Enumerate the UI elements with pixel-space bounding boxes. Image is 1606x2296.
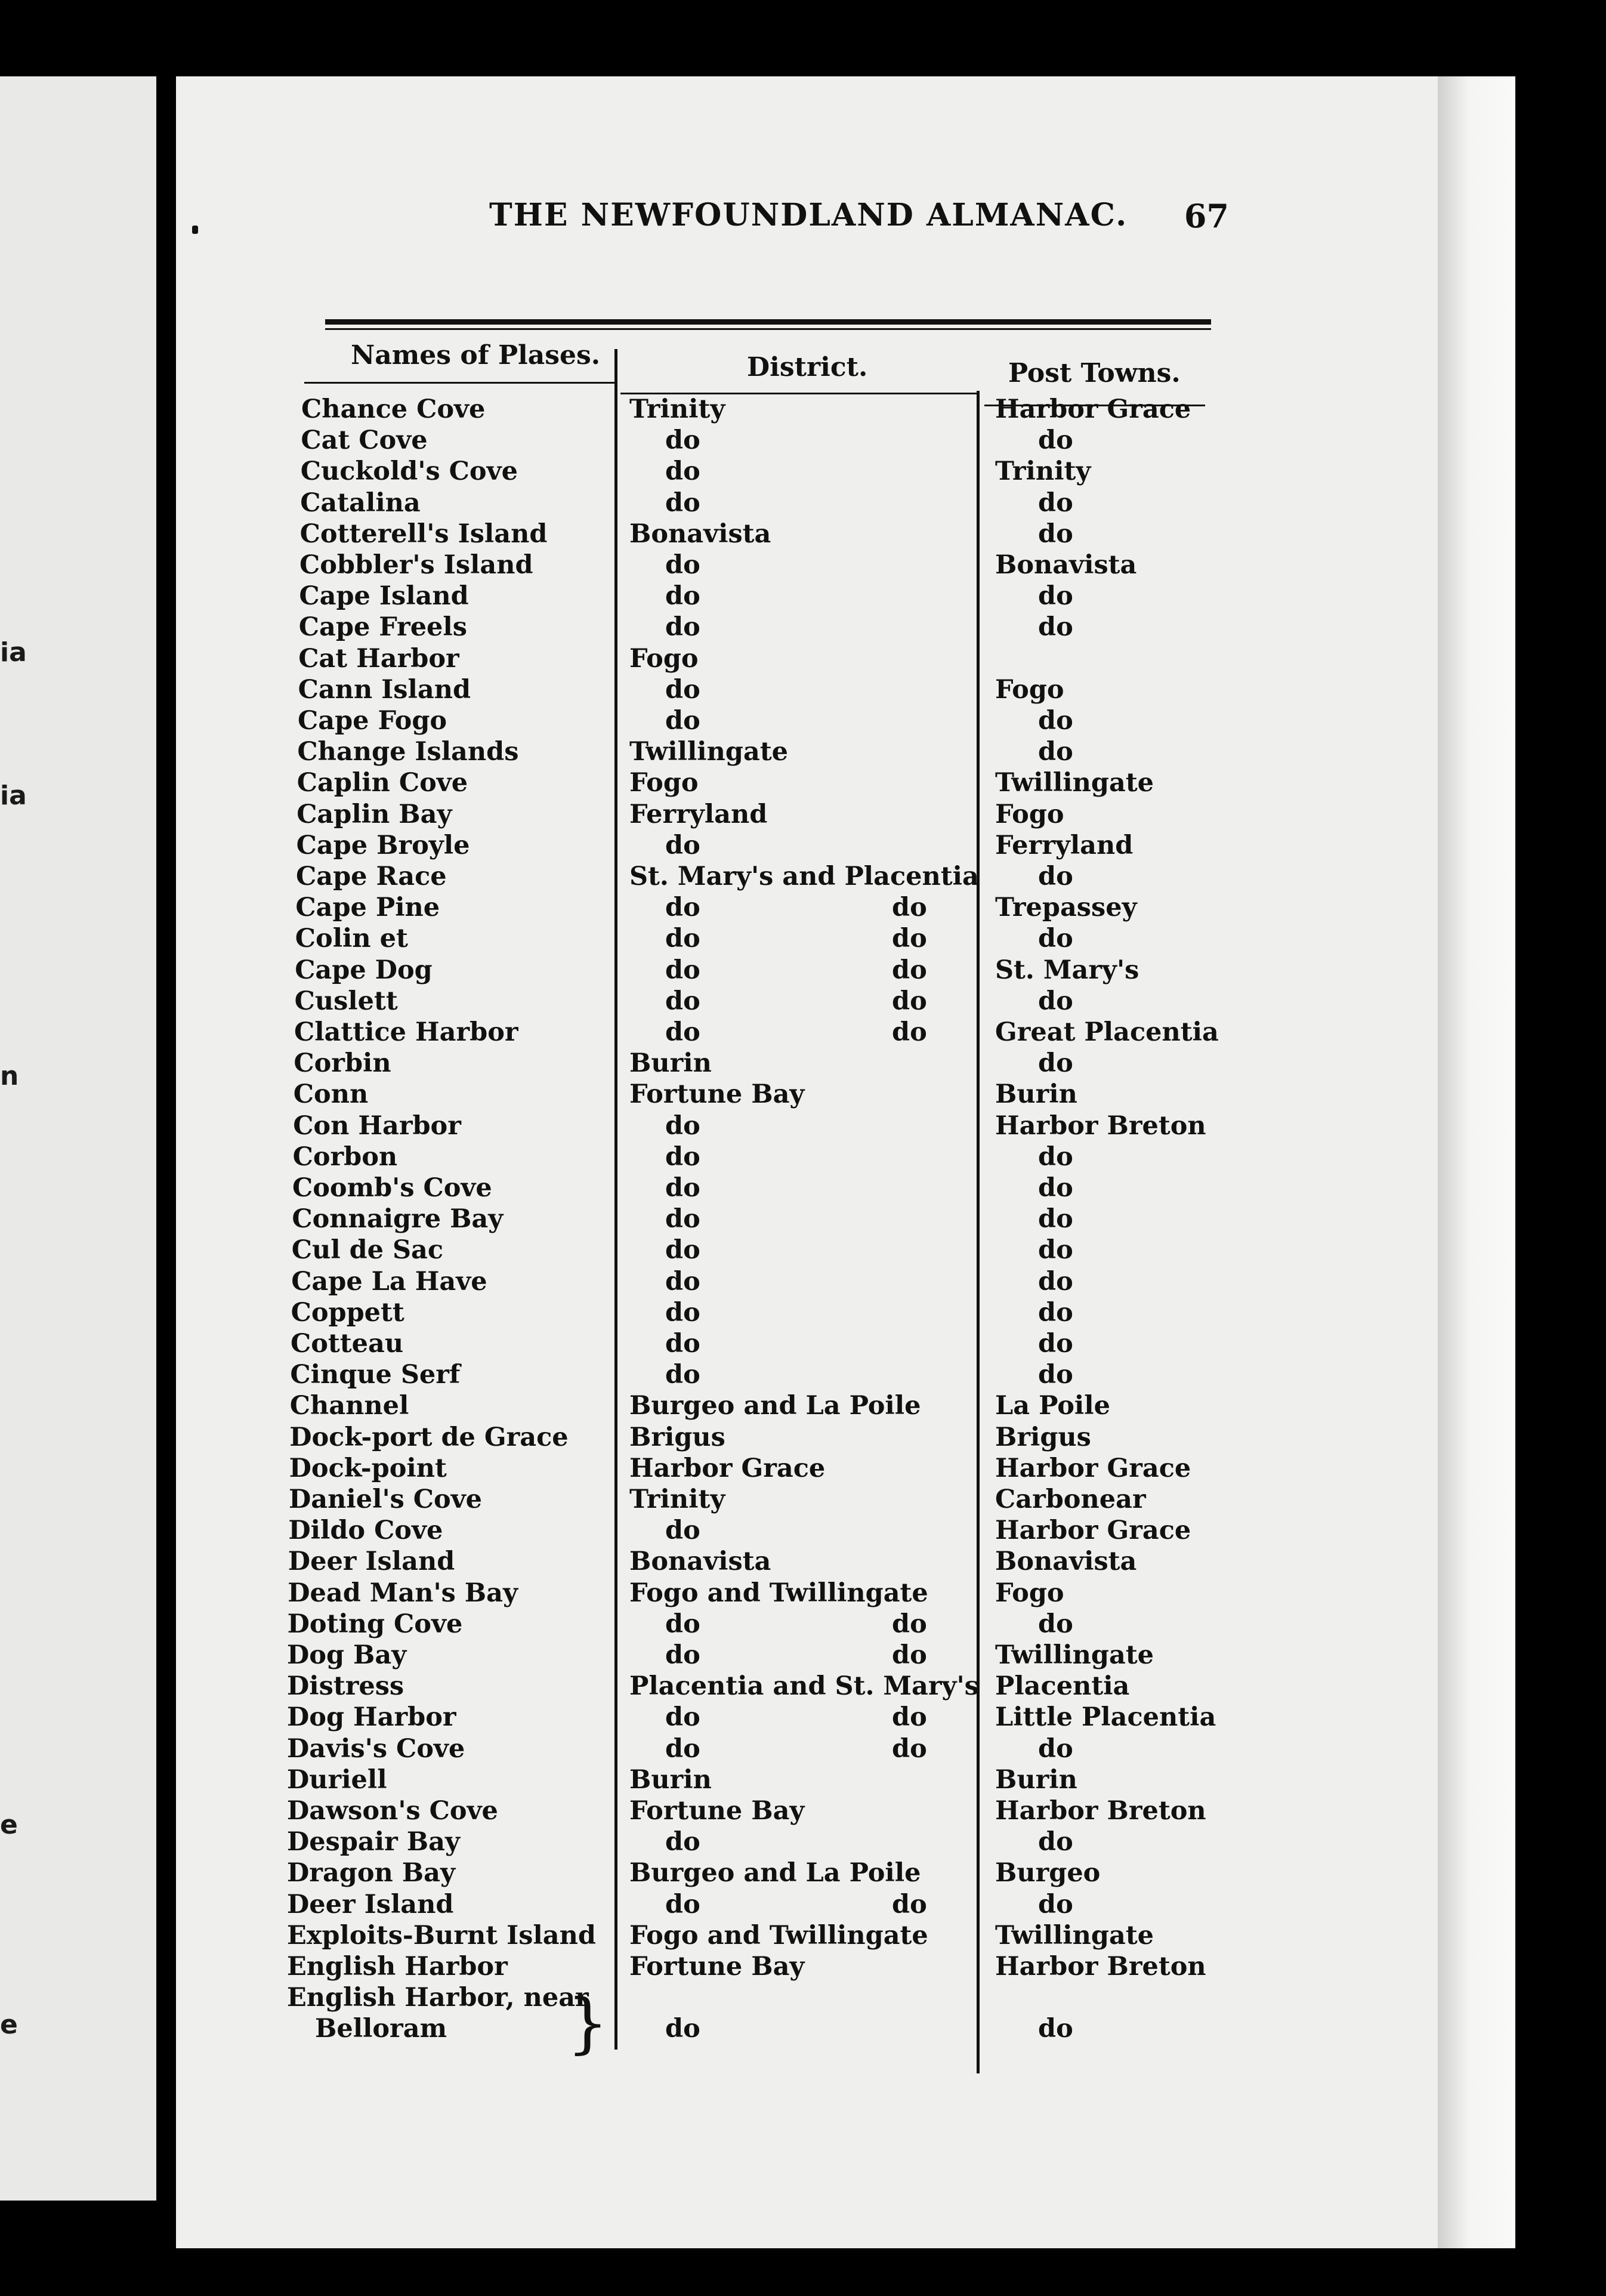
post-town-cell: Harbor Grace xyxy=(995,1516,1191,1546)
place-name: Channel xyxy=(289,1391,409,1421)
place-name: Exploits-Burnt Island xyxy=(287,1920,596,1951)
post-town-cell: do xyxy=(1038,862,1073,891)
post-town-cell: La Poile xyxy=(995,1391,1110,1421)
post-town-cell: do xyxy=(1038,1297,1073,1328)
district-cell: do xyxy=(665,456,700,487)
place-name: Deer Island xyxy=(287,1889,454,1919)
table-row xyxy=(0,674,1606,705)
table-row xyxy=(0,1484,1606,1515)
place-name: Cape Island xyxy=(299,581,469,612)
place-name: Distress xyxy=(287,1671,404,1702)
district-cell: do xyxy=(665,1889,700,1919)
post-town-cell: do xyxy=(1038,519,1073,549)
district-cell: do xyxy=(665,1204,700,1235)
page-number: 67 xyxy=(1184,197,1229,235)
district-cell: do xyxy=(665,1827,700,1857)
post-town-cell: Twillingate xyxy=(995,1640,1154,1670)
table-row xyxy=(0,892,1606,923)
post-town-cell: Harbor Grace xyxy=(995,394,1191,424)
table-row xyxy=(0,861,1606,892)
table-row xyxy=(0,955,1606,986)
table-row xyxy=(0,1889,1606,1920)
place-name: Corbon xyxy=(292,1141,398,1172)
post-town-cell: Placentia xyxy=(995,1671,1130,1702)
place-name: Cat Harbor xyxy=(298,643,459,674)
place-name: Chance Cove xyxy=(301,394,486,424)
table-row xyxy=(0,1951,1606,1982)
table-row xyxy=(0,1017,1606,1048)
table-row xyxy=(0,456,1606,487)
post-town-cell: do xyxy=(1038,612,1073,643)
post-town-cell: Bonavista xyxy=(995,550,1137,580)
place-name: Cuslett xyxy=(294,986,398,1016)
table-row xyxy=(0,1203,1606,1235)
place-name: Connaigre Bay xyxy=(292,1204,504,1235)
place-name: Davis's Cove xyxy=(287,1733,465,1764)
place-name: Dock-port de Grace xyxy=(289,1422,569,1452)
table-row xyxy=(0,1671,1606,1702)
ink-mark xyxy=(192,226,198,234)
column-header-district: District. xyxy=(747,352,868,382)
table-row xyxy=(0,1422,1606,1453)
district-secondary-cell: do xyxy=(892,1889,927,1919)
district-cell: do xyxy=(665,1297,700,1328)
post-town-cell: do xyxy=(1038,924,1073,954)
table-row xyxy=(0,1235,1606,1266)
district-cell: Twillingate xyxy=(629,737,789,767)
place-name: Cape Pine xyxy=(295,893,440,923)
post-town-cell: Twillingate xyxy=(995,1920,1154,1951)
place-name: Conn xyxy=(293,1079,369,1110)
post-town-cell: do xyxy=(1038,1141,1073,1172)
district-cell: do xyxy=(665,986,700,1016)
district-cell: do xyxy=(665,1609,700,1639)
table-row xyxy=(0,550,1606,581)
district-cell: Ferryland xyxy=(629,799,768,829)
post-town-cell: Brigus xyxy=(995,1422,1091,1452)
place-name: Belloram xyxy=(315,2014,447,2044)
post-town-cell: do xyxy=(1038,737,1073,767)
header-rule xyxy=(325,319,1211,325)
district-cell: do xyxy=(665,924,700,954)
place-name: Cape Dog xyxy=(295,955,433,985)
left-fragment: ia xyxy=(0,780,27,811)
district-secondary-cell: do xyxy=(892,955,927,985)
district-cell: Bonavista xyxy=(629,519,771,549)
table-row xyxy=(0,1857,1606,1888)
place-name: Dead Man's Bay xyxy=(288,1578,518,1608)
post-town-cell: Carbonear xyxy=(995,1485,1146,1514)
table-row xyxy=(0,799,1606,830)
district-cell: St. Mary's and Placentia xyxy=(629,862,979,891)
left-fragment: n xyxy=(0,1061,19,1091)
post-town-cell: Twillingate xyxy=(995,768,1154,798)
table-row xyxy=(0,1733,1606,1764)
district-cell: do xyxy=(665,487,700,518)
post-town-cell: do xyxy=(1038,1733,1073,1764)
post-town-cell: Harbor Grace xyxy=(995,1453,1191,1483)
page-header xyxy=(310,197,1229,251)
table-row xyxy=(0,1795,1606,1826)
table-row xyxy=(0,1453,1606,1484)
post-town-cell: do xyxy=(1038,1360,1073,1390)
district-cell: do xyxy=(665,1173,700,1203)
post-town-cell: Great Placentia xyxy=(995,1017,1219,1047)
district-secondary-cell: do xyxy=(892,1733,927,1764)
place-name: Cotteau xyxy=(291,1329,404,1359)
district-cell: do xyxy=(665,830,700,860)
district-cell: do xyxy=(665,1516,700,1546)
table-row xyxy=(0,1048,1606,1079)
place-name: Change Islands xyxy=(297,737,519,767)
table-row xyxy=(0,643,1606,674)
table-row xyxy=(0,487,1606,519)
table-row xyxy=(0,612,1606,643)
place-name: Colin et xyxy=(295,924,408,954)
post-town-cell: do xyxy=(1038,1266,1073,1297)
place-name: English Harbor xyxy=(287,1952,508,1982)
district-cell: do xyxy=(665,706,700,736)
post-town-cell: do xyxy=(1038,1173,1073,1203)
post-town-cell: do xyxy=(1038,425,1073,456)
table-row xyxy=(0,425,1606,456)
post-town-cell: Burgeo xyxy=(995,1858,1101,1888)
post-town-cell: Ferryland xyxy=(995,830,1134,860)
table-row xyxy=(0,1266,1606,1297)
post-town-cell: do xyxy=(1038,706,1073,736)
district-cell: do xyxy=(665,1702,700,1733)
district-cell: do xyxy=(665,1360,700,1390)
district-cell: Burgeo and La Poile xyxy=(629,1391,921,1421)
district-secondary-cell: do xyxy=(892,1017,927,1047)
place-name: Dildo Cove xyxy=(288,1516,443,1546)
district-cell: Burin xyxy=(629,1764,712,1795)
district-secondary-cell: do xyxy=(892,924,927,954)
post-town-cell: do xyxy=(1038,1048,1073,1079)
place-name: Caplin Cove xyxy=(297,768,468,798)
table-row xyxy=(0,1515,1606,1546)
column-header-names: Names of Plases. xyxy=(351,340,601,371)
district-cell: Bonavista xyxy=(629,1547,771,1577)
table-row xyxy=(0,830,1606,861)
district-cell: Fortune Bay xyxy=(629,1796,805,1826)
place-name: Cape Race xyxy=(296,862,447,891)
place-name: Catalina xyxy=(300,487,421,518)
post-town-cell: do xyxy=(1038,581,1073,612)
district-cell: Fogo xyxy=(629,768,699,798)
district-cell: Trinity xyxy=(629,394,725,424)
place-name: English Harbor, near xyxy=(287,1983,589,2013)
place-name: Cat Cove xyxy=(301,425,428,456)
table-row xyxy=(0,923,1606,954)
place-name: Despair Bay xyxy=(287,1827,460,1857)
post-town-cell: do xyxy=(1038,1329,1073,1359)
left-fragment: e xyxy=(0,2010,18,2040)
place-name: Dog Bay xyxy=(287,1640,407,1670)
district-cell: Harbor Grace xyxy=(629,1453,826,1483)
district-cell: do xyxy=(665,2014,700,2044)
post-town-cell: do xyxy=(1038,2014,1073,2044)
table-row xyxy=(0,1578,1606,1609)
brace-mark: } xyxy=(567,1985,609,2061)
post-town-cell: Bonavista xyxy=(995,1547,1137,1577)
post-town-cell: Harbor Breton xyxy=(995,1796,1206,1826)
table-row xyxy=(0,519,1606,550)
table-row xyxy=(0,1359,1606,1390)
district-cell: do xyxy=(665,1733,700,1764)
district-cell: do xyxy=(665,1329,700,1359)
table-row xyxy=(0,1297,1606,1328)
district-cell: do xyxy=(665,1235,700,1266)
table-row xyxy=(0,1826,1606,1857)
post-town-cell: do xyxy=(1038,986,1073,1016)
table-row xyxy=(0,1640,1606,1671)
post-town-cell: do xyxy=(1038,1204,1073,1235)
place-name: Cann Island xyxy=(298,674,471,705)
district-cell: Fogo and Twillingate xyxy=(629,1920,928,1951)
table-row xyxy=(0,394,1606,425)
district-cell: do xyxy=(665,955,700,985)
place-name: Cotterell's Island xyxy=(299,519,548,549)
place-name: Cape Broyle xyxy=(296,830,470,860)
post-town-cell: Fogo xyxy=(995,674,1064,705)
table-row xyxy=(0,1079,1606,1110)
table-row xyxy=(0,736,1606,767)
post-town-cell: Trinity xyxy=(995,456,1091,487)
post-town-cell: Harbor Breton xyxy=(995,1952,1206,1982)
district-cell: Brigus xyxy=(629,1422,725,1452)
district-secondary-cell: do xyxy=(892,986,927,1016)
district-cell: do xyxy=(665,893,700,923)
place-name: Dock-point xyxy=(289,1453,447,1483)
district-cell: do xyxy=(665,612,700,643)
table-row xyxy=(0,767,1606,798)
table-row xyxy=(0,705,1606,736)
district-cell: Fogo and Twillingate xyxy=(629,1578,928,1608)
table-row xyxy=(0,1982,1606,2013)
page-title: THE NEWFOUNDLAND ALMANAC. xyxy=(489,197,1128,233)
district-secondary-cell: do xyxy=(892,1640,927,1670)
table-row xyxy=(0,1764,1606,1795)
post-town-cell: do xyxy=(1038,1609,1073,1639)
table-row xyxy=(0,1328,1606,1359)
table-row xyxy=(0,1390,1606,1421)
place-name: Con Harbor xyxy=(293,1110,461,1141)
district-cell: do xyxy=(665,1017,700,1047)
table-row xyxy=(0,1141,1606,1172)
post-town-cell: Trepassey xyxy=(995,893,1137,923)
post-town-cell: do xyxy=(1038,1889,1073,1919)
place-name: Daniel's Cove xyxy=(289,1485,483,1514)
place-name: Cape Freels xyxy=(298,612,467,643)
district-cell: Burin xyxy=(629,1048,712,1079)
table-row xyxy=(0,1702,1606,1733)
place-name: Coppett xyxy=(291,1297,404,1328)
table-row xyxy=(0,1609,1606,1640)
post-town-cell: Harbor Breton xyxy=(995,1110,1206,1141)
post-town-cell: Fogo xyxy=(995,799,1064,829)
table-row xyxy=(0,1110,1606,1141)
post-town-cell: do xyxy=(1038,487,1073,518)
place-name: Dawson's Cove xyxy=(287,1796,498,1826)
district-cell: Burgeo and La Poile xyxy=(629,1858,921,1888)
district-cell: do xyxy=(665,1110,700,1141)
district-cell: Fogo xyxy=(629,643,699,674)
district-cell: do xyxy=(665,550,700,580)
district-cell: do xyxy=(665,1141,700,1172)
table-row xyxy=(0,1172,1606,1203)
place-name: Cape Fogo xyxy=(298,706,447,736)
column-header-post-towns: Post Towns. xyxy=(1008,358,1181,388)
table-row xyxy=(0,581,1606,612)
place-name: Duriell xyxy=(287,1764,387,1795)
district-cell: do xyxy=(665,674,700,705)
post-town-cell: Burin xyxy=(995,1764,1077,1795)
place-name: Dog Harbor xyxy=(287,1702,456,1733)
place-name: Corbin xyxy=(294,1048,391,1079)
district-cell: Placentia and St. Mary's xyxy=(629,1671,979,1702)
district-secondary-cell: do xyxy=(892,893,927,923)
district-cell: Fortune Bay xyxy=(629,1952,805,1982)
left-fragment: e xyxy=(0,1810,18,1840)
post-town-cell: Fogo xyxy=(995,1578,1064,1608)
post-town-cell: Little Placentia xyxy=(995,1702,1216,1733)
post-town-cell: do xyxy=(1038,1827,1073,1857)
district-cell: Fortune Bay xyxy=(629,1079,805,1110)
place-name: Cuckold's Cove xyxy=(300,456,518,487)
place-name: Clattice Harbor xyxy=(294,1017,518,1047)
table-row xyxy=(0,1546,1606,1577)
district-cell: do xyxy=(665,425,700,456)
post-town-cell: St. Mary's xyxy=(995,955,1139,985)
place-name: Cinque Serf xyxy=(290,1360,461,1390)
district-cell: Trinity xyxy=(629,1485,725,1514)
district-cell: do xyxy=(665,581,700,612)
district-cell: do xyxy=(665,1266,700,1297)
place-name: Cobbler's Island xyxy=(299,550,533,580)
district-secondary-cell: do xyxy=(892,1609,927,1639)
place-name: Doting Cove xyxy=(287,1609,463,1639)
header-rule-thin xyxy=(325,328,1211,330)
table-row xyxy=(0,1920,1606,1951)
names-header-rule xyxy=(304,382,614,384)
place-name: Cape La Have xyxy=(291,1266,487,1297)
place-name: Deer Island xyxy=(288,1547,455,1577)
post-town-cell: do xyxy=(1038,1235,1073,1266)
district-secondary-cell: do xyxy=(892,1702,927,1733)
left-fragment: ia xyxy=(0,637,27,668)
place-name: Dragon Bay xyxy=(287,1858,455,1888)
place-name: Coomb's Cove xyxy=(292,1173,492,1203)
district-cell: do xyxy=(665,1640,700,1670)
place-name: Caplin Bay xyxy=(297,799,452,829)
table-row xyxy=(0,2013,1606,2044)
table-row xyxy=(0,986,1606,1017)
post-town-cell: Burin xyxy=(995,1079,1077,1110)
place-name: Cul de Sac xyxy=(291,1235,444,1266)
